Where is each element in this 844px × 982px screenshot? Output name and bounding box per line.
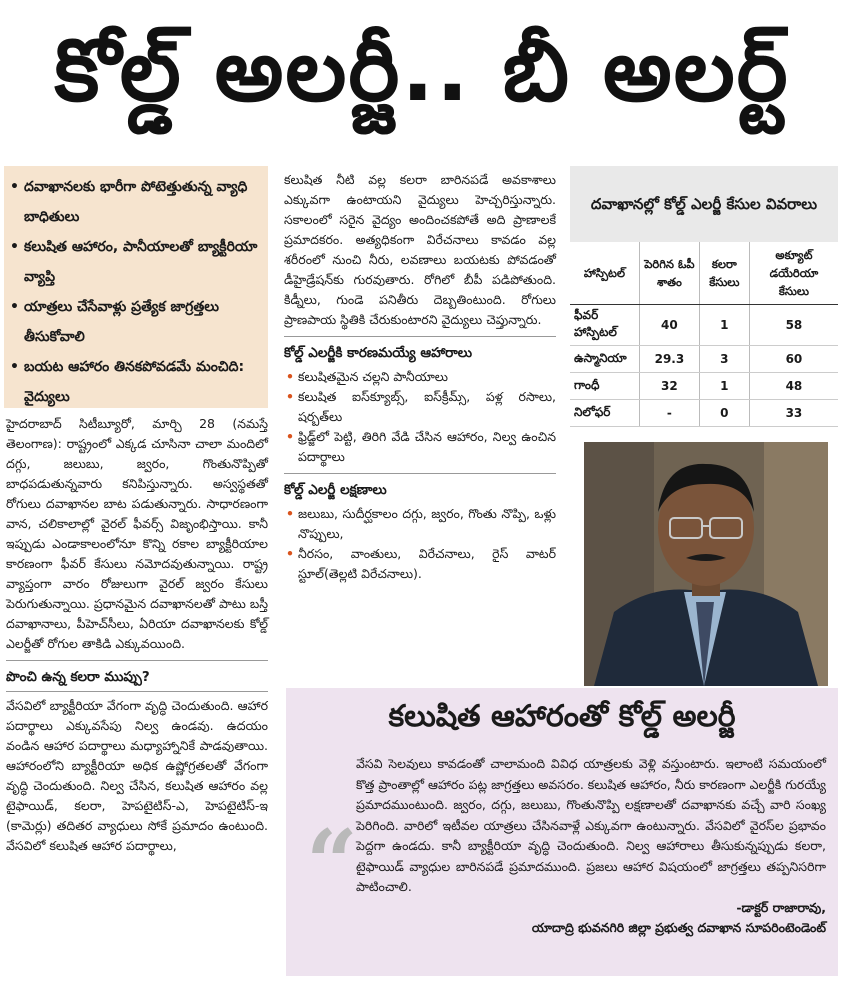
highlight-item: • దవాఖానలకు భారీగా పోటెత్తుతున్న వ్యాధి బాధితులు [10,172,260,232]
symptoms-list [284,504,556,584]
table-cell: - [639,400,699,427]
table-cell: 1 [699,373,749,400]
list-item: • కలుషిత ఐస్‌క్యూబ్స్, ఐస్‌క్రీమ్స్, పళ్ల రసాలు, షర్బత్‌లు [284,387,556,427]
divider [284,473,556,474]
table-header: కలరా కేసులు [699,242,749,305]
table-cell: 60 [749,346,838,373]
table-cell: 0 [699,400,749,427]
highlight-item: • బయట ఆహారం తినకపోవడమే మంచిది: వైద్యులు [10,352,260,412]
article-column-2 [284,170,556,584]
table-header: పెరిగిన ఓపీ శాతం [639,242,699,305]
causes-heading: కోల్డ్ ఎలర్జీకి కారణమయ్యే ఆహారాలు [284,345,472,361]
table-cell: 1 [699,305,749,346]
column-subhead: పొంచి ఉన్న కలరా ముప్పు? [6,669,150,685]
highlights-box [4,166,268,408]
table-cell: 48 [749,373,838,400]
table-cell: 40 [639,305,699,346]
divider [284,336,556,337]
table-cell: 32 [639,373,699,400]
table-header: హాస్పిటల్ [570,242,639,305]
causes-list [284,367,556,467]
table-row [570,373,838,400]
table-title: దవాఖానల్లో కోల్డ్ ఎలర్జీ కేసుల వివరాలు [570,166,838,242]
divider [6,660,268,661]
table-cell: నిలోఫర్ [570,400,639,427]
doctor-photo [584,442,828,686]
table-cell: 58 [749,305,838,346]
table-row [570,346,838,373]
highlight-item: • యాత్రలు చేసేవాళ్లు ప్రత్యేక జాగ్రత్తలు తీసుకోవాలి [10,292,260,352]
table-cell: ఫీవర్ హాస్పిటల్ [570,305,639,346]
highlights-list [10,172,260,412]
divider [6,691,268,692]
article-paragraph: వేసవిలో బ్యాక్టీరియా వేగంగా వృద్ధి చెందుతుంది. ఆహార పదార్థాలు ఎక్కువసేపు నిల్వ ఉండవు. ఉదయం వండిన ఆహార పదార్థాలు మధ్యాహ్నానికే పాడవుతాయి. ఆహారంలోని బ్యాక్టీరియా అధిక ఉష్ణోగ్రతలతో వేగంగా వృద్ధి చెందుతుంది. నిల్వ చేసిన, కలుషిత ఆహారం వల్ల టైఫాయిడ్, కలరా, హెపటైటిస్-ఎ, హెపటైటిస్-ఇ (కామెర్లు) తదితర వ్యాధులు సోకే ప్రమాదం ఉంటుంది. వేసవిలో కలుషిత ఆహార పదార్థాలు, [6,698,268,853]
table-header: అక్యూట్ డయేరియా కేసులు [749,242,838,305]
table-cell: ఉస్మానియా [570,346,639,373]
list-item: • కలుషితమైన చల్లని పానీయాలు [284,367,556,387]
article-paragraph: కలుషిత నీటి వల్ల కలరా బారినపడే అవకాశాలు ఎక్కువగా ఉంటాయని వైద్యులు హెచ్చరిస్తున్నారు. సకాలంలో సరైన వైద్యం అందించకపోతే అది ప్రాణాలకే ప్రమాదకరం. అత్యధికంగా విరేచనాలు కావడం వల్ల శరీరంలో నుంచి నీరు, లవణాలు బయటకు పోవడంతో డీహైడ్రేషన్‌కు గురవుతారు. రోగిలో బీపీ పడిపోతుంది. కిడ్నీలు, గుండె పనితీరు దెబ్బతింటుంది. రోగులు ప్రాణపాయ స్థితికి చేరుకుంటారని వైద్యులు చెప్తున్నారు. [284,172,556,327]
table-cell: 29.3 [639,346,699,373]
list-item: • నీరసం, వాంతులు, విరేచనాలు, రైస్ వాటర్ స్టూల్(తెల్లటి విరేచనాలు). [284,544,556,584]
quote-body [356,754,826,939]
symptoms-heading: కోల్డ్ ఎలర్జీ లక్షణాలు [284,482,387,498]
headline: కోల్డ్ అలర్జీ.. బీ అలర్ట్ [54,20,790,121]
table-header-row [570,242,838,305]
article-column-1 [6,414,268,856]
quote-panel [286,688,838,976]
quote-text: వేసవి సెలవులు కావడంతో చాలామంది వివిధ యాత్రలకు వెళ్లి వస్తుంటారు. ఇలాంటి సమయంలో కొత్త ప్రాంతాల్లో ఆహారం పట్ల జాగ్రత్తలు అవసరం. కలుషిత ఆహారం, నీరు కారణంగా ఎలర్జీకి గురయ్యే ప్రమాదముంటుంది. జ్వరం, దగ్గు, జలుబు, గొంతునొప్పి లక్షణాలతో దవాఖానకు వచ్చే వారి సంఖ్య పెరిగింది. వారిలో ఇటీవల యాత్రలు చేసినవాళ్లే ఎక్కువగా ఉంటున్నారు. వేసవిలో వైరస్‌ల ప్రభావం పెద్దగా ఉండదు. కానీ బ్యాక్టీరియా వృద్ధి చెందుతుంది. నిల్వ ఆహారాలు తీసుకున్నప్పుడు కలరా, టైఫాయిడ్ వ్యాధుల బారినపడే ప్రమాదముంది. ప్రజలు ఆహార విషయంలో జాగ్రత్తలు తప్పనిసరిగా పాటించాలి. [356,756,826,894]
quote-mark-icon: “ [306,810,358,916]
article-paragraph: హైదరాబాద్ సిటీబ్యూరో, మార్చి 28 (నమస్తే తెలంగాణ): రాష్ట్రంలో ఎక్కడ చూసినా చాలా మందిలో దగ్గు, జలుబు, జ్వరం, గొంతునొప్పితో బాధపడుతున్నవారు కనిపిస్తున్నారు. అస్వస్థతతో రోగులు దవాఖానల బాట పడుతున్నారు. సాధారణంగా వాన, చలికాలాల్లో వైరల్ ఫీవర్స్ విజృంభిస్తాయి. కానీ ఇప్పుడు ఎండాకాలంలోనూ కొన్ని రకాల బ్యాక్టీరియాల కారణంగా ఫీవర్ కేసులు నమోదవుతున్నాయి. రాష్ట్ర వ్యాప్తంగా వారం రోజులుగా వైరల్ జ్వరం కేసులు పెరుగుతున్నాయి. ప్రధానమైన దవాఖానలతో పాటు బస్తీ దవాఖానాలు, పీహెచ్‌సీలు, ఏరియా దవాఖానలకు కోల్డ్ ఎలర్జీతో రోగుల తాకిడి ఎక్కువయింది. [6,416,268,651]
list-item: • జలుబు, సుదీర్ఘకాలం దగ్గు, జ్వరం, గొంతు నొప్పి, ఒళ్లు నొప్పులు, [284,504,556,544]
table-cell: 3 [699,346,749,373]
cases-table-panel [570,166,838,436]
list-item: • ఫ్రిడ్జ్‌లో పెట్టి, తిరిగి వేడి చేసిన ఆహారం, నిల్వ ఉంచిన పదార్థాలు [284,427,556,467]
cases-table [570,242,838,427]
quote-author: -డాక్టర్ రాజారావు, [736,899,826,915]
doctor-portrait-illustration [584,442,828,686]
highlight-item: • కలుషిత ఆహారం, పానీయాలతో బ్యాక్టీరియా వ్యాప్తి [10,232,260,292]
quote-designation: యాదాద్రి భువనగిరి జిల్లా ప్రభుత్వ దవాఖాన సూపరింటెండెంట్ [531,920,826,935]
table-row [570,400,838,427]
quote-title: కలుషిత ఆహారంతో కోల్డ్ అలర్జీ [388,699,736,734]
table-cell: 33 [749,400,838,427]
table-row [570,305,838,346]
table-cell: గాంధీ [570,373,639,400]
